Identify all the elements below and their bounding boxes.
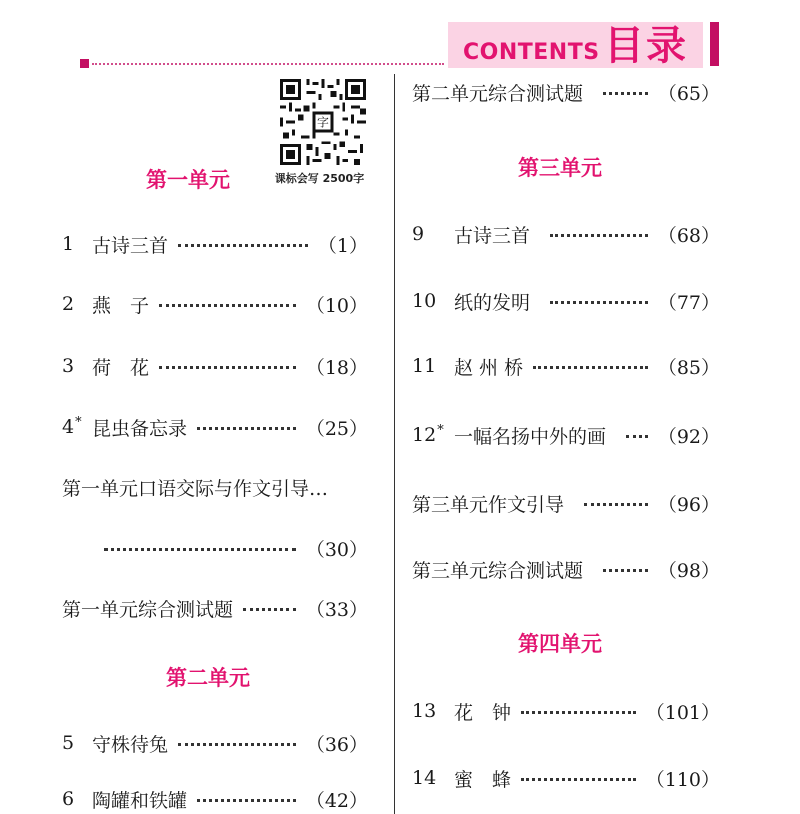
leader-dots [159, 304, 296, 307]
toc-entry[interactable] [62, 593, 368, 623]
optional-mark: * [75, 415, 82, 430]
optional-mark: * [437, 423, 444, 438]
entry-number: 5 [62, 732, 75, 754]
entry-number: 10 [412, 290, 437, 312]
entry-number: 12 [412, 424, 437, 446]
leader-dots [197, 427, 296, 430]
toc-entry[interactable] [412, 420, 720, 450]
column-divider [394, 74, 395, 814]
toc-entry[interactable] [412, 219, 720, 249]
entry-title: 古诗三首 [454, 224, 531, 247]
leader-dots [626, 435, 648, 438]
entry-page: （33） [305, 598, 368, 621]
entry-title: 一幅名扬中外的画 [454, 425, 607, 448]
entry-title: 燕 子 [92, 294, 150, 317]
entry-page: （68） [657, 224, 720, 247]
entry-number: 13 [412, 700, 437, 722]
entry-number: 1 [62, 233, 75, 255]
toc-entry[interactable] [412, 286, 720, 316]
entry-title: 第三单元作文引导 [412, 493, 565, 516]
qr-caption: 课标会写 2500字 [274, 172, 365, 185]
toc-entry[interactable] [62, 728, 368, 758]
leader-dots [533, 366, 648, 369]
toc-entry[interactable] [62, 412, 368, 442]
leader-dots [603, 92, 648, 95]
leader-dots [104, 548, 296, 551]
entry-page: （42） [305, 789, 368, 812]
toc-entry[interactable] [412, 554, 720, 584]
toc-entry[interactable] [62, 289, 368, 319]
entry-title: 第一单元口语交际与作文引导… [62, 477, 329, 500]
leader-dots [178, 743, 296, 746]
entry-title: 第三单元综合测试题 [412, 559, 584, 582]
entry-page: （30） [305, 538, 368, 561]
toc-entry-continuation[interactable] [104, 533, 368, 563]
entry-number: 9 [412, 223, 425, 245]
entry-number: 14 [412, 767, 437, 789]
toc-entry[interactable] [412, 763, 720, 793]
unit-heading-2: 第二单元 [166, 666, 250, 690]
toc-entry[interactable] [412, 77, 720, 107]
leader-dots [197, 799, 296, 802]
entry-page: （65） [657, 82, 720, 105]
entry-page: （96） [657, 493, 720, 516]
header-accent-bar [710, 22, 719, 66]
unit-heading-4: 第四单元 [518, 632, 602, 656]
toc-entry[interactable] [412, 351, 720, 381]
leader-dots [243, 608, 296, 611]
entry-page: （1） [317, 234, 368, 257]
entry-page: （18） [305, 356, 368, 379]
toc-entry[interactable] [412, 696, 720, 726]
entry-page: （98） [657, 559, 720, 582]
entry-page: （110） [645, 768, 720, 791]
qr-code-icon [280, 79, 366, 165]
entry-title: 古诗三首 [92, 234, 169, 257]
entry-page: （10） [305, 294, 368, 317]
entry-number: 3 [62, 355, 75, 377]
entry-title: 第一单元综合测试题 [62, 598, 234, 621]
entry-title: 第二单元综合测试题 [412, 82, 584, 105]
toc-entry[interactable] [62, 229, 368, 259]
entry-page: （25） [305, 417, 368, 440]
entry-number: 4 [62, 416, 75, 438]
entry-page: （36） [305, 733, 368, 756]
header-bullet-square [80, 59, 89, 68]
entry-title: 荷 花 [92, 356, 150, 379]
entry-title: 花 钟 [454, 701, 512, 724]
entry-title: 守株待兔 [92, 733, 169, 756]
entry-number: 11 [412, 355, 437, 377]
toc-entry[interactable] [62, 351, 368, 381]
entry-title: 蜜 蜂 [454, 768, 512, 791]
leader-dots [521, 778, 636, 781]
leader-dots [550, 301, 648, 304]
header-dotted-rule [92, 63, 444, 65]
entry-title: 纸的发明 [454, 291, 531, 314]
entry-title: 赵 州 桥 [454, 356, 524, 379]
entry-title: 昆虫备忘录 [92, 417, 188, 440]
leader-dots [584, 503, 648, 506]
entry-number: 6 [62, 788, 75, 810]
leader-dots [521, 711, 636, 714]
entry-title: 陶罐和铁罐 [92, 789, 188, 812]
entry-page: （85） [657, 356, 720, 379]
qr-center-label: 字 [317, 115, 329, 130]
unit-heading-3: 第三单元 [518, 156, 602, 180]
toc-entry[interactable] [412, 488, 720, 518]
entry-page: （92） [657, 425, 720, 448]
contents-title-en: CONTENTS [463, 40, 600, 65]
entry-page: （77） [657, 291, 720, 314]
unit-heading-1: 第一单元 [146, 168, 230, 192]
leader-dots [550, 234, 648, 237]
toc-entry[interactable] [62, 784, 368, 814]
leader-dots [178, 244, 308, 247]
entry-page: （101） [645, 701, 720, 724]
contents-title-zh: 目录 [604, 23, 688, 69]
leader-dots [159, 366, 296, 369]
toc-entry[interactable] [62, 472, 372, 502]
leader-dots [603, 569, 648, 572]
entry-number: 2 [62, 293, 75, 315]
